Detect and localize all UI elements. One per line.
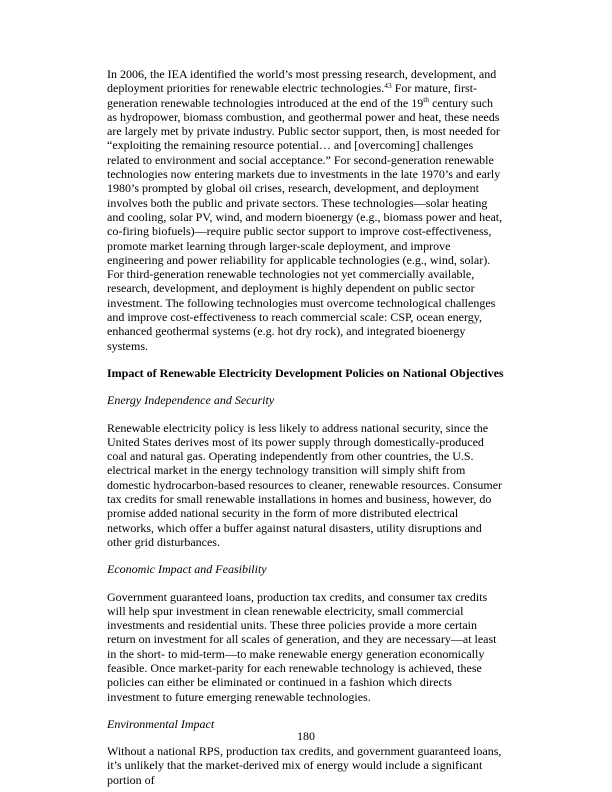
footnote-reference: 43 [384,80,392,90]
page-footer [0,729,612,743]
paragraph-economic-impact: Government guaranteed loans, production tax credits, and consumer tax credits will help spur investment in clean renewable electricity, small commercial investments and residential units. These three policies provide a more certain return on investment for all scales of generation, and they are necessary—at least in the short- to mid-term—to make renewable energy generation economically feasible. Once market-parity for each renewable technology is achieved, these policies can either be eliminated or continued in a fashion which directs investment to future emerging renewable technologies. [107,589,497,704]
subsection-heading-energy-independence: Energy Independence and Security [107,393,275,408]
intro-paragraph [107,67,505,353]
intro-text-before-ordinal: For mature, first-generation renewable technologies introduced at the end of the 19 [107,81,478,110]
intro-text-before-footnote: In 2006, the IEA identified the world’s most pressing research, development, and deployment priorities for renewable electric technologies. [107,67,497,96]
paragraph-energy-independence: Renewable electricity policy is less likely to address national security, since the United States derives most of its power supply through domestically-produced coal and natural gas. Operating independently from other countries, the U.S. electrical market in the energy technology transition will simply shift from domestic hydrocarbon-based resources to cleaner, renewable resources. Consumer tax credits for small renewable installations in homes and business, however, do promise added national security in the form of more distributed electrical networks, which offer a buffer against natural disasters, utility disruptions and other grid disturbances. [107,420,503,549]
intro-text-after-ordinal: century such as hydropower, biomass combustion, and geothermal power and heat, these needs are largely met by private industry. Public sector support, then, is most needed for “exploiting the remaining resource potential… and [overcoming] challenges related to environment and social acceptance.” For second-generation renewable technologies now entering markets due to investments in the late 1970’s and early 1980’s prompted by global oil crises, research, development, and deployment involves both the public and private sectors. These technologies—solar heating and cooling, solar PV, wind, and modern bioenergy (e.g., biomass power and heat, co-firing biofuels)—require public sector support to improve cost-effectiveness, promote market learning through larger-scale deployment, and improve engineering and power reliability for applicable technologies (e.g., wind, solar). For third-generation renewable technologies not yet commercially available, research, development, and deployment is highly dependent on public sector investment. The following technologies must overcome technological challenges and improve cost-effectiveness to reach commercial scale: CSP, ocean energy, enhanced geothermal systems (e.g. hot dry rock), and integrated bioenergy systems. [107,95,503,353]
ordinal-suffix: th [423,95,430,105]
page-number: 180 [297,729,315,743]
subsection-heading-environmental-impact: Environmental Impact [107,716,215,731]
page-content [107,67,505,792]
section-heading: Impact of Renewable Electricity Development Policies on National Objectives [107,365,504,380]
subsection-heading-economic-impact: Economic Impact and Feasibility [107,562,267,577]
paragraph-environmental-impact: Without a national RPS, production tax credits, and government guaranteed loans, it’s unlikely that the market-derived mix of energy would include a significant portion of [107,744,502,787]
